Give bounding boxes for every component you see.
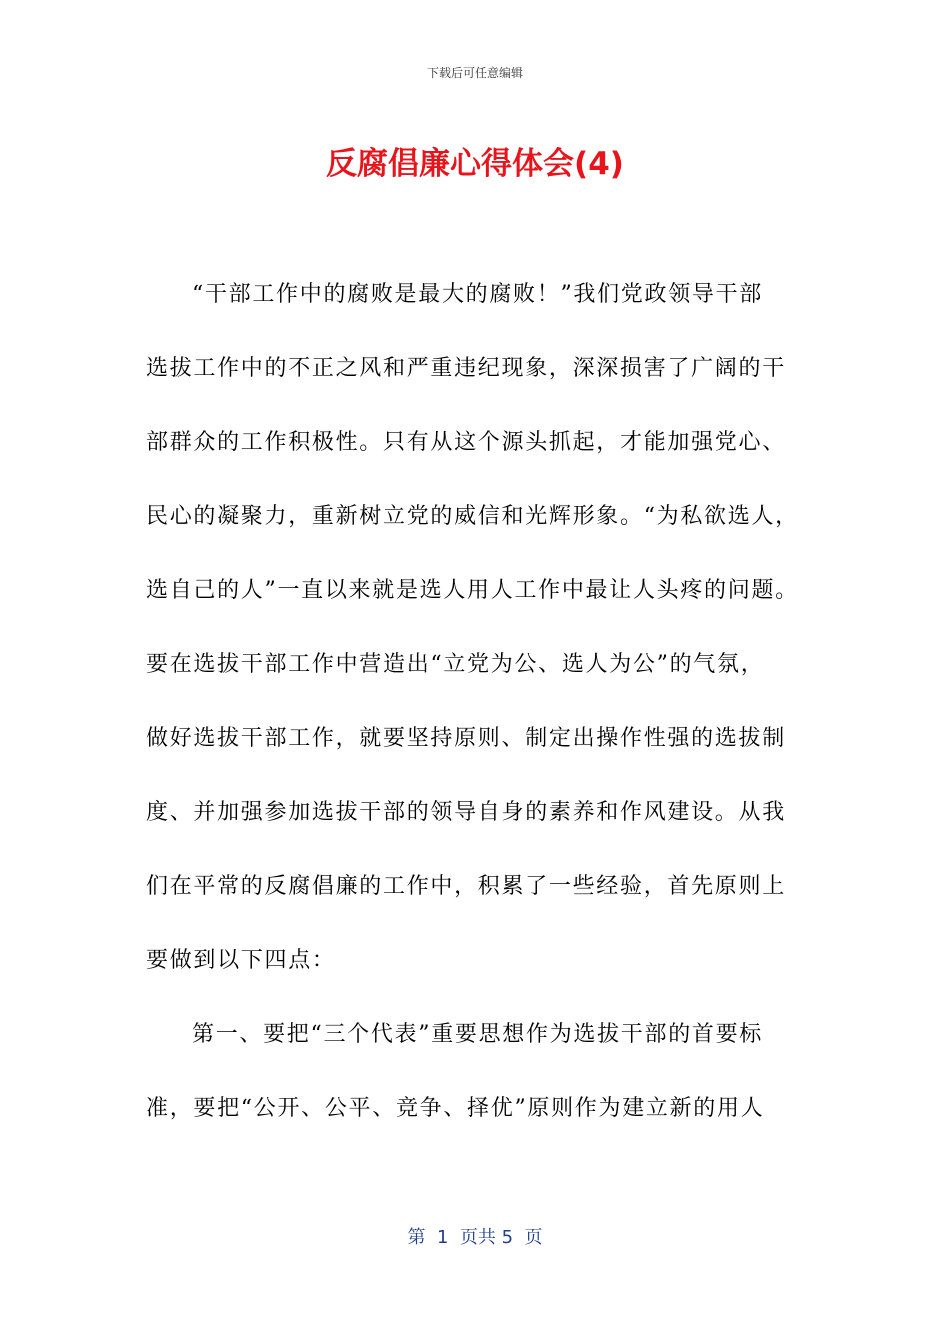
paragraph-line: 选拔工作中的不正之风和严重违纪现象，深深损害了广阔的干: [146, 356, 786, 381]
paragraph-line: 部群众的工作积极性。只有从这个源头抓起，才能加强党心、: [146, 430, 786, 455]
paragraph-line: “干部工作中的腐败是最大的腐败！”我们党政领导干部: [192, 282, 763, 307]
paragraph-line: 第一、要把“三个代表”重要思想作为选拔干部的首要标: [192, 1022, 763, 1047]
paragraph-line: 要在选拔干部工作中营造出“立党为公、选人为公”的气氛，: [146, 652, 765, 677]
header-note: 下载后可任意编辑: [426, 66, 523, 80]
paragraph-line: 准，要把“公开、公平、竞争、择优”原则作为建立新的用人: [146, 1096, 765, 1121]
paragraph-line: 做好选拔干部工作，就要坚持原则、制定出操作性强的选拔制: [146, 726, 786, 751]
document-body: [146, 271, 806, 1159]
paragraph-line: 选自己的人”一直以来就是选人用人工作中最让人头疼的问题。: [146, 578, 799, 603]
paragraph-line: 要做到以下四点：: [146, 948, 336, 973]
page-footer: 第 1 页共 5 页: [407, 1227, 543, 1248]
paragraph-line: 民心的凝聚力，重新树立党的威信和光辉形象。“为私欲选人，: [146, 504, 799, 529]
paragraph-line: 度、并加强参加选拔干部的领导自身的素养和作风建设。从我: [146, 800, 786, 825]
paragraph-line: 们在平常的反腐倡廉的工作中，积累了一些经验，首先原则上: [146, 874, 786, 899]
document-title: 反腐倡廉心得体会(4): [326, 146, 624, 182]
